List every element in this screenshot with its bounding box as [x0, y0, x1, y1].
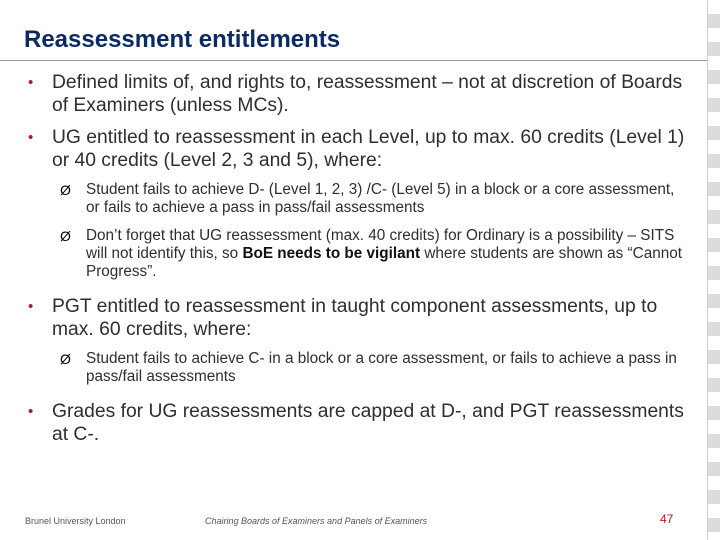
- slide-title: Reassessment entitlements: [24, 26, 341, 53]
- sub-bullet-item: [28, 181, 688, 217]
- right-edge-stripe: [707, 0, 720, 540]
- arrow-bullet-icon: Ø: [60, 351, 71, 367]
- sub-bullet-text-after: where students are shown as “Cannot Progress”.: [86, 245, 682, 280]
- bullet-item: [28, 295, 688, 341]
- arrow-bullet-icon: Ø: [60, 228, 71, 244]
- bullet-text: PGT entitled to reassessment in taught component assessments, up to max. 60 credits, where:: [52, 296, 658, 340]
- emphasis-text: BoE needs to be vigilant: [242, 245, 421, 262]
- bullet-text: Defined limits of, and rights to, reassessment – not at discretion of Boards of Examiners (unless MCs).: [52, 72, 683, 116]
- bullet-text: UG entitled to reassessment in each Level, up to max. 60 credits (Level 1) or 40 credits (Level 2, 3 and 5), where:: [52, 127, 685, 171]
- arrow-bullet-icon: Ø: [60, 182, 71, 198]
- bullet-item: [28, 126, 688, 172]
- bullet-icon: •: [28, 129, 34, 146]
- sub-bullet-item: [28, 350, 688, 386]
- bullet-icon: •: [28, 298, 34, 315]
- page-number: 47: [660, 512, 674, 526]
- bullet-item: [28, 71, 688, 117]
- bullet-icon: •: [28, 74, 34, 91]
- slide-content: [28, 71, 688, 455]
- bullet-text: Grades for UG reassessments are capped at D-, and PGT reassessments at C-.: [52, 401, 684, 445]
- bullet-item: [28, 400, 688, 446]
- footer-organization: Brunel University London: [25, 516, 126, 526]
- title-divider: [0, 60, 707, 61]
- sub-bullet-text-before: Don’t forget that UG reassessment (max. 40 credits) for Ordinary is a possibility – SITS will not identify this, so: [86, 227, 675, 262]
- bullet-icon: •: [28, 403, 34, 420]
- sub-bullet-text: Student fails to achieve D- (Level 1, 2, 3) /C- (Level 5) in a block or a core assessment, or fails to achieve a pass in pass/fail assessments: [86, 181, 675, 216]
- sub-bullet-item: [28, 227, 688, 281]
- sub-bullet-text: Student fails to achieve C- in a block or a core assessment, or fails to achieve a pass in pass/fail assessments: [86, 350, 677, 385]
- footer-course-title: Chairing Boards of Examiners and Panels of Examiners: [205, 516, 428, 526]
